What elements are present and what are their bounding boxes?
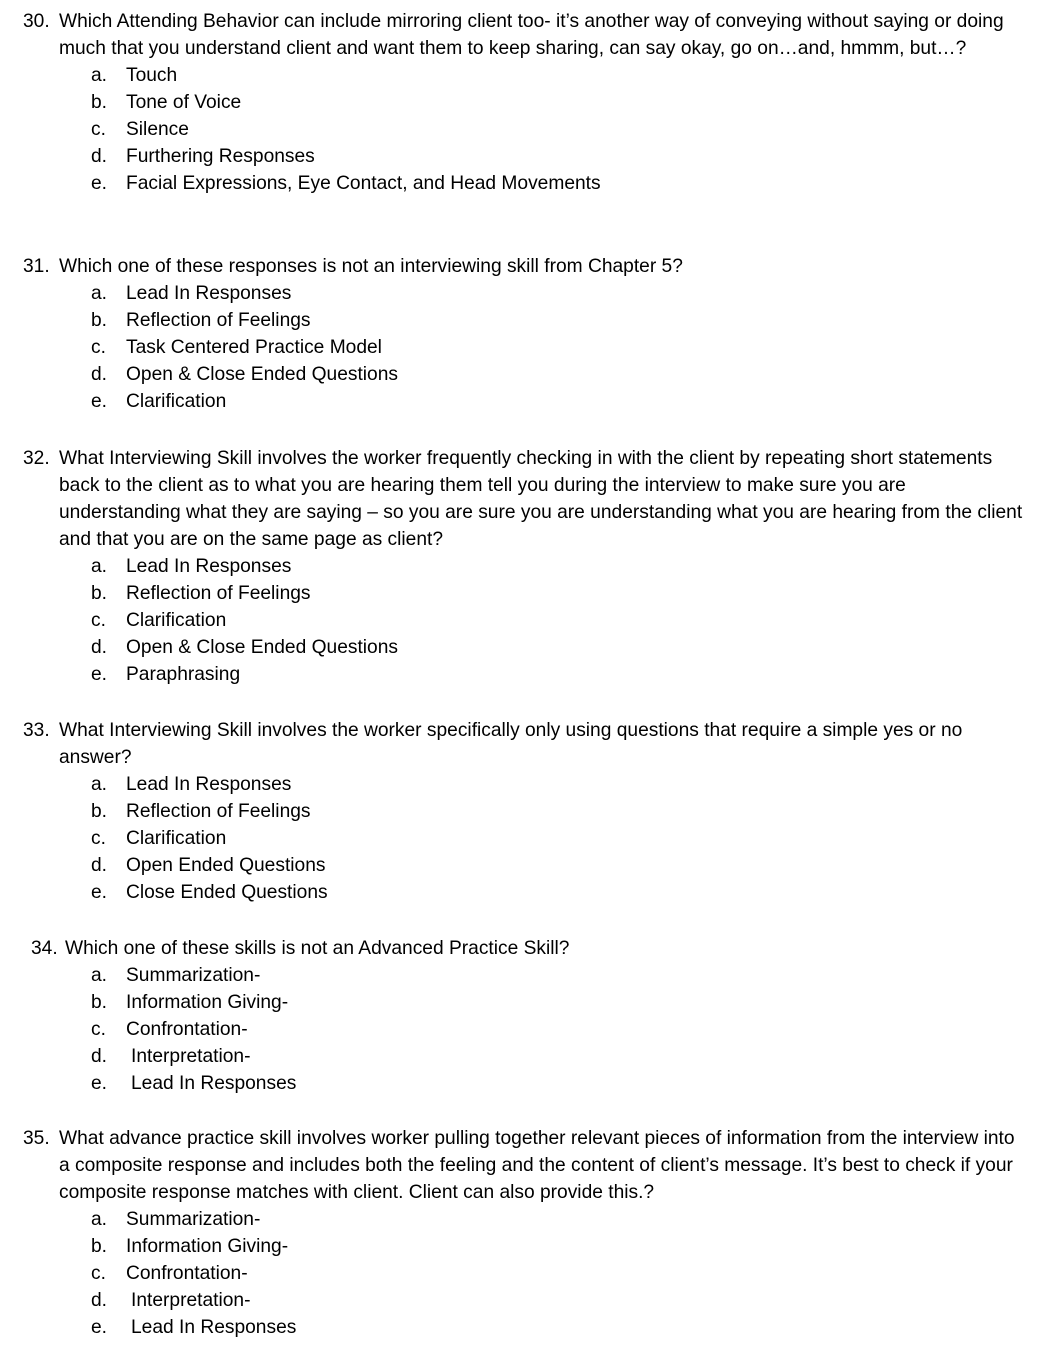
option-letter: a. xyxy=(91,965,108,986)
question-text: Which one of these responses is not an interviewing skill from Chapter 5? xyxy=(59,256,683,277)
option-letter: c. xyxy=(91,610,106,631)
option-b xyxy=(0,89,1051,116)
question-text: What advance practice skill involves worker pulling together relevant pieces of information from the interview into a composite response and includes both the feeling and the content of client’s message. It’s best to check if your composite response matches with client. Client can also provide this.? xyxy=(59,1128,1015,1203)
option-letter: b. xyxy=(91,583,108,604)
question-number: 32. xyxy=(23,448,50,469)
option-letter: b. xyxy=(91,801,108,822)
question-31 xyxy=(0,253,1051,415)
option-letter: b. xyxy=(91,310,108,331)
option-e xyxy=(0,1070,1051,1097)
option-a xyxy=(0,962,1051,989)
option-text: Confrontation- xyxy=(126,1263,248,1284)
option-list xyxy=(0,553,1051,688)
option-letter: b. xyxy=(91,992,108,1013)
option-text: Clarification xyxy=(126,391,227,412)
option-e xyxy=(0,879,1051,906)
option-letter: d. xyxy=(91,637,108,658)
option-e xyxy=(0,388,1051,415)
option-text: Lead In Responses xyxy=(131,1317,297,1338)
question-text: Which one of these skills is not an Advanced Practice Skill? xyxy=(65,938,570,959)
option-d xyxy=(0,361,1051,388)
question-35 xyxy=(0,1125,1051,1341)
option-text: Paraphrasing xyxy=(126,664,241,685)
option-text: Furthering Responses xyxy=(126,146,315,167)
option-text: Open & Close Ended Questions xyxy=(126,637,398,658)
option-c xyxy=(0,607,1051,634)
option-text: Summarization- xyxy=(126,965,261,986)
question-stem xyxy=(0,253,1051,280)
option-letter: d. xyxy=(91,1290,108,1311)
option-letter: a. xyxy=(91,1209,108,1230)
option-c xyxy=(0,1260,1051,1287)
option-d xyxy=(0,634,1051,661)
option-text: Reflection of Feelings xyxy=(126,801,311,822)
question-stem xyxy=(0,445,1051,553)
option-e xyxy=(0,170,1051,197)
option-b xyxy=(0,798,1051,825)
option-d xyxy=(0,143,1051,170)
question-number: 31. xyxy=(23,256,50,277)
option-c xyxy=(0,1016,1051,1043)
option-text: Open & Close Ended Questions xyxy=(126,364,398,385)
option-text: Reflection of Feelings xyxy=(126,583,311,604)
option-text: Open Ended Questions xyxy=(126,855,326,876)
option-e xyxy=(0,661,1051,688)
question-stem xyxy=(0,1125,1051,1206)
question-32 xyxy=(0,445,1051,688)
option-letter: d. xyxy=(91,146,108,167)
option-text: Clarification xyxy=(126,610,227,631)
option-letter: c. xyxy=(91,337,106,358)
option-b xyxy=(0,989,1051,1016)
option-letter: c. xyxy=(91,1263,106,1284)
option-a xyxy=(0,553,1051,580)
option-b xyxy=(0,307,1051,334)
option-a xyxy=(0,771,1051,798)
option-letter: e. xyxy=(91,882,108,903)
option-list xyxy=(0,771,1051,906)
option-letter: a. xyxy=(91,283,108,304)
option-letter: e. xyxy=(91,1317,108,1338)
option-d xyxy=(0,1043,1051,1070)
option-letter: e. xyxy=(91,664,108,685)
question-30 xyxy=(0,8,1051,197)
option-text: Summarization- xyxy=(126,1209,261,1230)
question-stem xyxy=(0,935,1051,962)
option-list xyxy=(0,962,1051,1097)
option-c xyxy=(0,825,1051,852)
option-letter: e. xyxy=(91,391,108,412)
option-a xyxy=(0,1206,1051,1233)
option-letter: d. xyxy=(91,1046,108,1067)
option-text: Interpretation- xyxy=(131,1290,251,1311)
option-a xyxy=(0,280,1051,307)
question-34 xyxy=(0,935,1051,1097)
question-text: Which Attending Behavior can include mirroring client too- it’s another way of conveying without saying or doing much that you understand client and want them to keep sharing, can say okay, go on…and, hmmm, but…? xyxy=(59,11,1004,59)
option-text: Task Centered Practice Model xyxy=(126,337,382,358)
option-a xyxy=(0,62,1051,89)
option-text: Lead In Responses xyxy=(131,1073,297,1094)
option-letter: a. xyxy=(91,774,108,795)
question-number: 35. xyxy=(23,1128,50,1149)
option-letter: b. xyxy=(91,1236,108,1257)
option-letter: d. xyxy=(91,855,108,876)
option-d xyxy=(0,1287,1051,1314)
option-list xyxy=(0,62,1051,197)
question-stem xyxy=(0,8,1051,62)
question-number: 30. xyxy=(23,11,50,32)
option-e xyxy=(0,1314,1051,1341)
option-text: Confrontation- xyxy=(126,1019,248,1040)
option-list xyxy=(0,1206,1051,1341)
option-letter: a. xyxy=(91,65,108,86)
option-text: Clarification xyxy=(126,828,227,849)
option-letter: a. xyxy=(91,556,108,577)
option-text: Lead In Responses xyxy=(126,774,292,795)
option-text: Silence xyxy=(126,119,189,140)
option-b xyxy=(0,1233,1051,1260)
option-text: Interpretation- xyxy=(131,1046,251,1067)
question-number: 33. xyxy=(23,720,50,741)
question-33 xyxy=(0,717,1051,906)
option-text: Information Giving- xyxy=(126,992,289,1013)
option-text: Reflection of Feelings xyxy=(126,310,311,331)
question-number: 34. xyxy=(31,938,58,959)
question-text: What Interviewing Skill involves the worker specifically only using questions that require a simple yes or no answer? xyxy=(59,720,963,768)
option-text: Facial Expressions, Eye Contact, and Head Movements xyxy=(126,173,601,194)
question-text: What Interviewing Skill involves the worker frequently checking in with the client by repeating short statements back to the client as to what you are hearing them tell you during the interview to make sure you are understanding what they are saying – so you are sure you are understanding what you are hearing from the client and that you are on the same page as client? xyxy=(59,448,1023,550)
option-letter: c. xyxy=(91,119,106,140)
option-letter: e. xyxy=(91,1073,108,1094)
option-letter: e. xyxy=(91,173,108,194)
option-text: Touch xyxy=(126,65,178,86)
option-c xyxy=(0,116,1051,143)
option-letter: c. xyxy=(91,1019,106,1040)
option-list xyxy=(0,280,1051,415)
option-letter: b. xyxy=(91,92,108,113)
question-stem xyxy=(0,717,1051,771)
option-text: Lead In Responses xyxy=(126,283,292,304)
option-text: Information Giving- xyxy=(126,1236,289,1257)
option-text: Lead In Responses xyxy=(126,556,292,577)
option-c xyxy=(0,334,1051,361)
option-letter: c. xyxy=(91,828,106,849)
option-text: Tone of Voice xyxy=(126,92,242,113)
option-text: Close Ended Questions xyxy=(126,882,328,903)
option-b xyxy=(0,580,1051,607)
option-letter: d. xyxy=(91,364,108,385)
option-d xyxy=(0,852,1051,879)
